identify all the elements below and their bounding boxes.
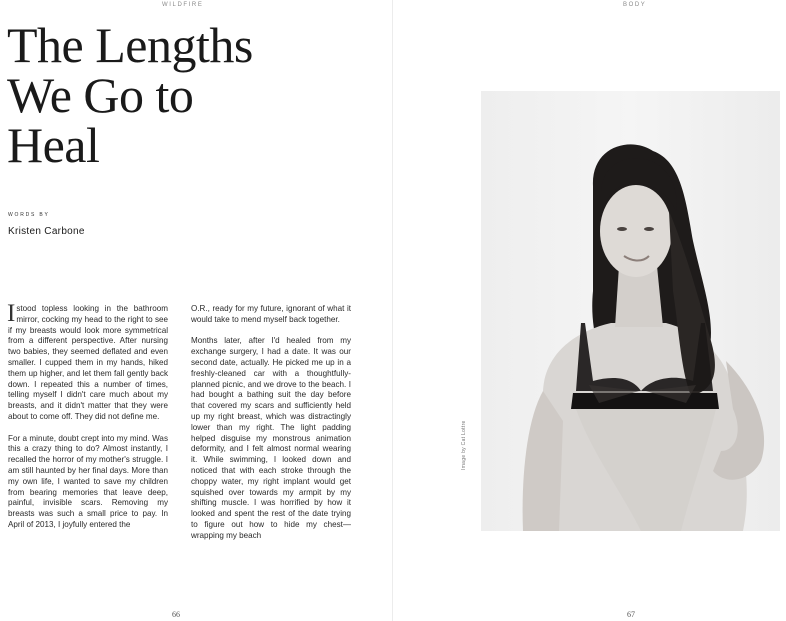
paragraph: O.R., ready for my future, ignorant of what it would take to mend myself back together. — [191, 304, 351, 324]
photo-credit: Image by Cat Lottre — [461, 420, 467, 470]
paragraph: For a minute, doubt crept into my mind. Was this a crazy thing to do? Almost instantly, I recalled the horror of my mother's struggle. I am still haunted by her final days. More than my own life, I wanted to save my children from bearing memories that leave deep, painful, invisible scars. Removing my breasts was such a small price to pay. In April of 2013, I joyfully entered the — [8, 433, 168, 529]
paragraph: Months later, after I'd healed from my exchange surgery, I had a date. It was our second date, actually. He picked me up in a freshly-cleaned car with a thoughtfully-planned picnic, and we drove to the beach. I had bought a bathing suit the day before that covered my scars and sufficiently held up my right breast, which was distractingly lower than my right. The light padding helped disguise my monstrous animation deformity, and I felt almost normal wearing it. While swimming, I looked down and noticed that with each stroke through the choppy water, my right implant would get squished over towards my armpit by my shifting muscle. I was horrified by how it looked and spent the rest of the date trying to figure out how to hide my chest—wrapping my beach — [191, 336, 351, 540]
author-name: Kristen Carbone — [8, 226, 85, 237]
article-title — [7, 17, 253, 173]
body-column-2 — [191, 304, 351, 552]
page-number-right: 67 — [627, 610, 635, 619]
title-line-3: Heal — [7, 117, 100, 173]
title-line-1: The Lengths — [7, 17, 253, 73]
drop-cap: I — [7, 300, 16, 327]
portrait-photo — [481, 91, 780, 531]
left-page — [0, 0, 392, 621]
portrait-illustration — [481, 91, 780, 531]
paragraph — [7, 300, 168, 423]
byline-label: WORDS BY — [8, 212, 50, 218]
right-page — [393, 0, 786, 621]
page-number-left: 66 — [172, 610, 180, 619]
running-head-right: BODY — [623, 2, 647, 8]
paragraph-text: stood topless looking in the bathroom mirror, cocking my head to the right to see if my breasts would look more symmetrical from a different perspective. After nursing two babies, they seemed deflated and even smaller. I cupped them in my hands, hiked them up higher, and let them fall gently back down. I repeated this a number of times, telling myself I didn't care much about my breasts, and it didn't matter that they were about to come off. They did not define me. — [8, 304, 168, 421]
title-line-2: We Go to — [7, 67, 194, 123]
running-head-left: WILDFIRE — [162, 2, 204, 8]
body-column-1 — [7, 300, 168, 542]
